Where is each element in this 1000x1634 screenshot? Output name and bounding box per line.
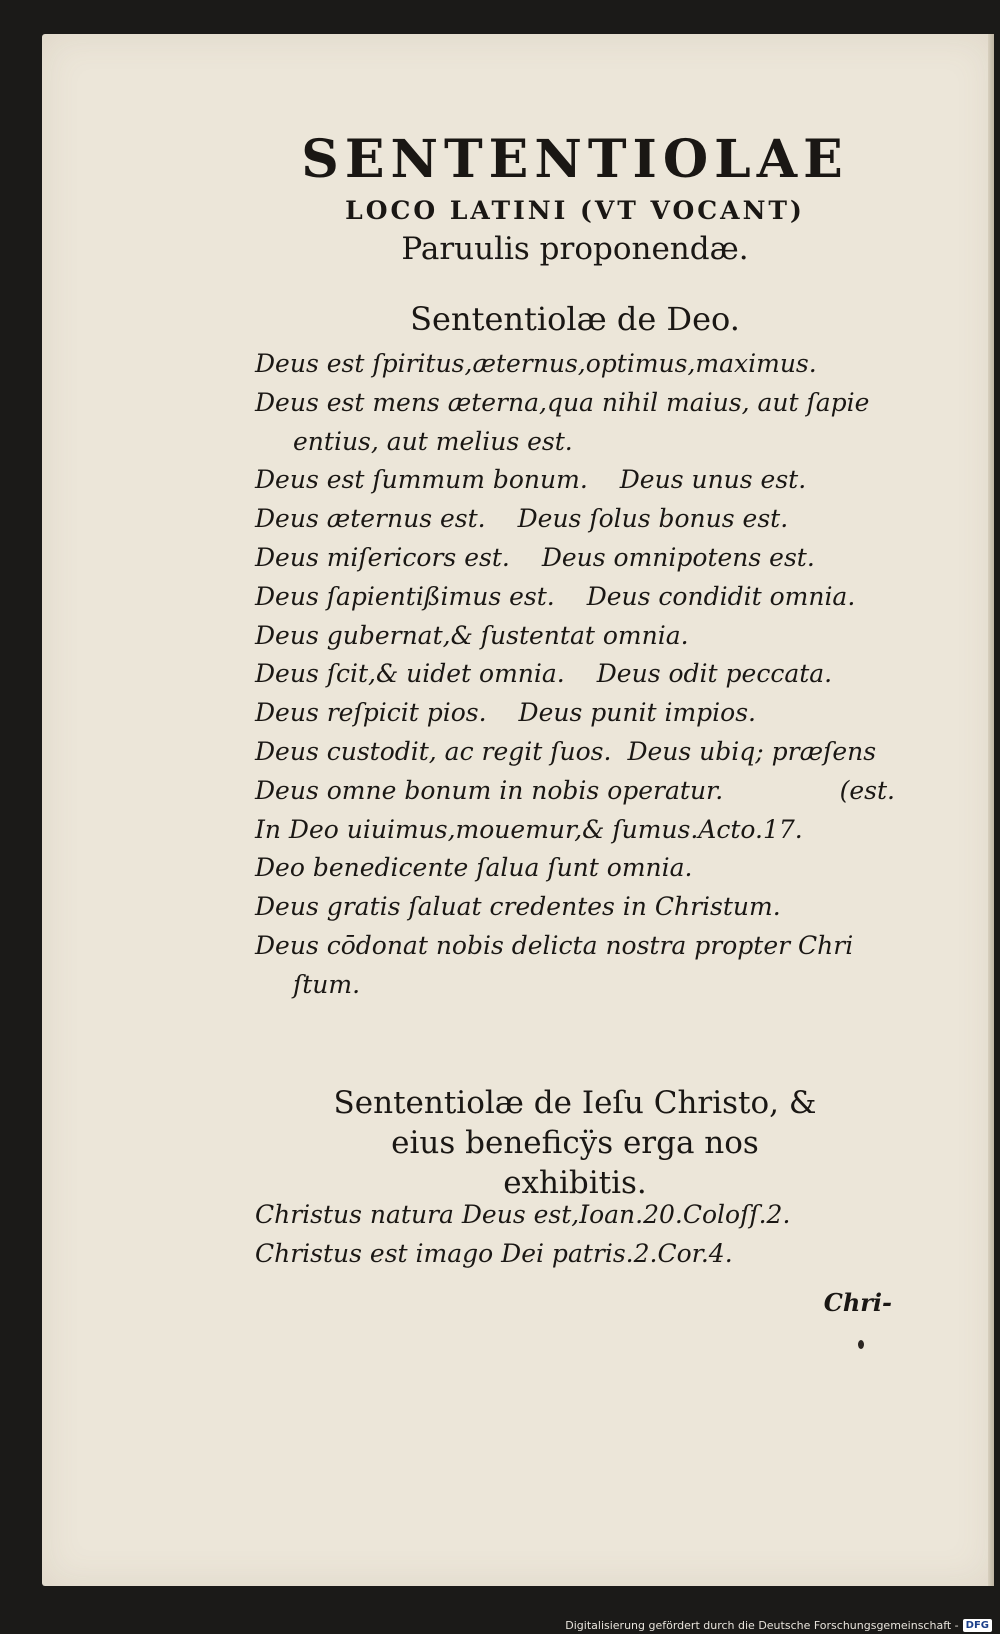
verse-text: entius, aut melius est. — [293, 426, 573, 456]
section-heading-christo — [255, 1083, 895, 1203]
verse-line — [255, 694, 895, 733]
verse-text: (est. — [839, 775, 895, 805]
verse-text: Deus reſpicit pios. — [255, 698, 487, 728]
sentence-list-deo — [255, 345, 895, 1005]
verse-text: Deus est mens æterna,qua nihil maius, aut ſapie — [255, 387, 870, 417]
dfg-logo: DFG — [963, 1619, 992, 1632]
verse-line — [255, 578, 895, 617]
verse-line — [255, 345, 895, 384]
sentence-list-christo — [255, 1195, 895, 1273]
verse-text: Deus gubernat,& ſustentat omnia. — [255, 620, 689, 650]
verse-text: Deus cōdonat nobis delicta nostra propter Chri — [255, 930, 854, 960]
verse-text: Deus unus est. — [619, 465, 807, 495]
verse-text: Deus ſapientißimus est. — [255, 581, 555, 611]
verse-text: Deus gratis ſaluat credentes in Christum. — [255, 892, 781, 922]
digitization-credit — [565, 1619, 992, 1632]
verse-line — [255, 500, 895, 539]
ink-mark — [858, 1340, 864, 1349]
verse-line — [255, 539, 895, 578]
verse-text: In Deo uiuimus,mouemur,& ſumus.Acto.17. — [255, 814, 803, 844]
page-title: SENTENTIOLAE — [301, 129, 849, 190]
verse-line — [255, 849, 895, 888]
credit-text: Digitalisierung gefördert durch die Deutsche Forschungsgemeinschaft - — [565, 1619, 959, 1632]
verse-line — [255, 655, 895, 694]
verse-text: Deo benedicente ſalua ſunt omnia. — [255, 853, 693, 883]
verse-text: Deus punit impios. — [518, 698, 756, 728]
verse-text: Deus miſericors est. — [255, 542, 510, 572]
verse-line — [255, 888, 895, 927]
verse-text: Deus ſolus bonus est. — [517, 504, 789, 534]
verse-line — [255, 733, 895, 772]
verse-text: Deus odit peccata. — [596, 659, 833, 689]
heading-line: Sententiolæ de Ieſu Christo, & — [333, 1085, 817, 1121]
verse-line — [255, 617, 895, 656]
verse-line: Christus natura Deus est,Ioan.20.Coloſſ.2. — [255, 1200, 791, 1229]
verse-text: Deus condidit omnia. — [586, 581, 856, 611]
verse-line — [255, 927, 895, 966]
verse-text: Deus ſcit,& uidet omnia. — [255, 659, 565, 689]
verse-line — [255, 772, 895, 811]
verse-text: Deus omne bonum in nobis operatur. — [255, 775, 724, 805]
verse-text: Deus custodit, ac regit ſuos. — [255, 736, 612, 766]
page-edge — [988, 34, 994, 1586]
verse-line — [255, 811, 895, 850]
verse-line — [255, 966, 895, 1005]
verse-text: ſtum. — [293, 969, 361, 999]
verse-text: Deus est ſpiritus,æternus,optimus,maximus. — [255, 349, 817, 378]
heading-line: eius beneficÿs erga nos — [391, 1125, 759, 1161]
heading-line: exhibitis. — [503, 1165, 647, 1201]
page-subtitle: LOCO LATINI (VT VOCANT) — [345, 196, 805, 225]
page-subtitle-line-2: Paruulis proponendæ. — [401, 231, 749, 267]
catchword: Chri- — [823, 1288, 892, 1317]
verse-line: Christus est imago Dei patris.2.Cor.4. — [255, 1239, 733, 1268]
section-heading-deo: Sententiolæ de Deo. — [410, 300, 740, 338]
verse-text: Deus æternus est. — [255, 504, 486, 534]
verse-text: Deus est ſummum bonum. — [255, 465, 588, 495]
verse-line — [255, 384, 895, 423]
verse-line — [255, 461, 895, 500]
verse-line — [255, 423, 895, 462]
verse-text: Deus ubiq; præſens — [627, 736, 877, 766]
verse-text: Deus omnipotens est. — [541, 542, 815, 572]
